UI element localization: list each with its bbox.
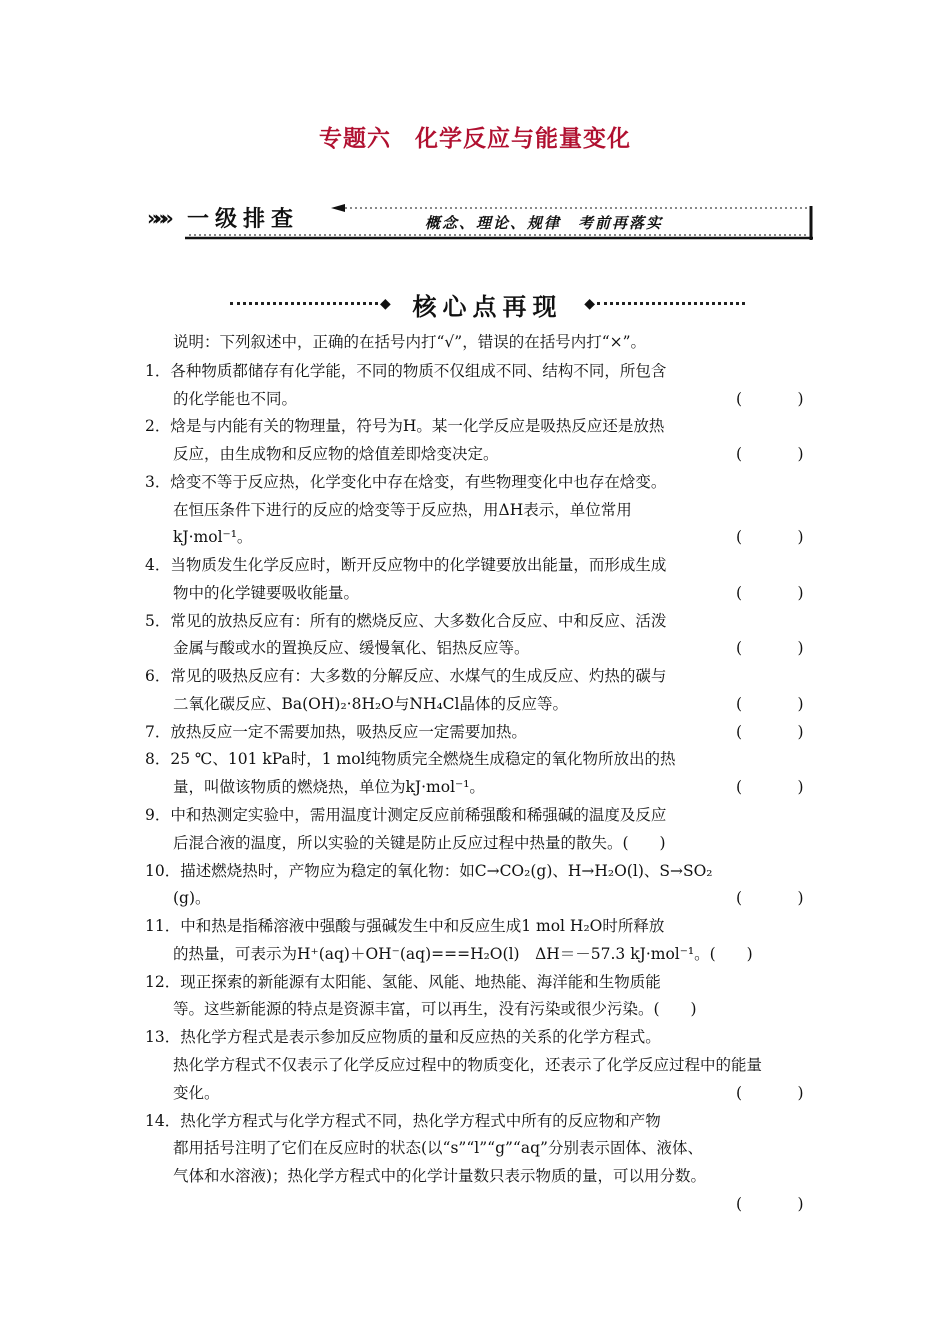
item-line: 11．中和热是指稀溶液中强酸与强碱发生中和反应生成1 mol H₂O时所释放 [145,917,665,935]
diamond-icon: ◆ [584,296,595,312]
item-line: 变化。 [173,1084,220,1102]
item-line: 金属与酸或水的置换反应、缓慢氧化、铝热反应等。 [173,639,530,657]
item-line: 4．当物质发生化学反应时，断开反应物中的化学键要放出能量，而形成生成 [145,556,667,574]
item-line: 反应，由生成物和反应物的焓值差即焓变决定。 [173,445,499,463]
answer-box[interactable]: ( ) [736,778,824,796]
dotted-rule-right [597,302,745,305]
item-line: 13．热化学方程式是表示参加反应物质的量和反应热的关系的化学方程式。 [145,1028,661,1046]
section-heading [230,287,745,321]
item-line: 10．描述燃烧热时，产物应为稳定的氧化物：如C→CO₂(g)、H→H₂O(l)、S→SO₂ [145,862,713,880]
answer-box[interactable]: ( ) [736,584,824,602]
item-line: (g)。 [173,889,211,907]
item-line: 12．现正探索的新能源有太阳能、氢能、风能、地热能、海洋能和生物质能 [145,973,661,991]
banner-subtitle: 概念、理论、规律 考前再落实 [425,214,664,232]
section-heading-text: 核心点再现 [412,293,563,321]
answer-box[interactable]: ( ) [736,1195,824,1213]
item-line: 都用括号注明了它们在反应时的状态(以“s”“l”“g”“aq”分别表示固体、液体、 [173,1139,703,1157]
item-line: 8．25 ℃、101 kPa时，1 mol纯物质完全燃烧生成稳定的氧化物所放出的热 [145,750,676,768]
item-line: 的化学能也不同。 [173,390,298,408]
item-line: 等。这些新能源的特点是资源丰富，可以再生，没有污染或很少污染。( ) [173,1000,697,1018]
answer-box[interactable]: ( ) [736,723,824,741]
item-line: 热化学方程式不仅表示了化学反应过程中的物质变化，还表示了化学反应过程中的能量 [173,1056,763,1074]
page-title: 专题六 化学反应与能量变化 [319,126,631,152]
instruction-text: 说明：下列叙述中，正确的在括号内打“√”，错误的在括号内打“×”。 [173,333,647,351]
item-line: kJ·mol⁻¹。 [173,528,253,546]
diamond-icon: ◆ [380,296,391,312]
banner-label: 一级排查 [187,207,300,232]
answer-box[interactable]: ( ) [736,528,824,546]
item-line: 7．放热反应一定不需要加热，吸热反应一定需要加热。 [145,723,527,741]
item-line: 3．焓变不等于反应热，化学变化中存在焓变，有些物理变化中也存在焓变。 [145,473,667,491]
item-line: 6．常见的吸热反应有：大多数的分解反应、水煤气的生成反应、灼热的碳与 [145,667,667,685]
item-line: 的热量，可表示为H⁺(aq)＋OH⁻(aq)===H₂O(l) ΔH＝－57.3 kJ·mol⁻¹。( ) [173,945,753,963]
item-line: 后混合液的温度，所以实验的关键是防止反应过程中热量的散失。( ) [173,834,666,852]
answer-box[interactable]: ( ) [736,889,824,907]
item-line: 在恒压条件下进行的反应的焓变等于反应热，用ΔH表示，单位常用 [173,501,632,519]
item-line: 二氧化碳反应、Ba(OH)₂·8H₂O与NH₄Cl晶体的反应等。 [173,695,569,713]
item-line: 气体和水溶液)；热化学方程式中的化学计量数只表示物质的量，可以用分数。 [173,1167,707,1185]
answer-box[interactable]: ( ) [736,1084,824,1102]
chevron-icon: »»» [147,206,168,230]
item-line: 9．中和热测定实验中，需用温度计测定反应前稀强酸和稀强碱的温度及反应 [145,806,667,824]
item-line: 1．各种物质都储存有化学能，不同的物质不仅组成不同、结构不同，所包含 [145,362,667,380]
section-banner [145,198,815,244]
answer-box[interactable]: ( ) [736,390,824,408]
item-line: 物中的化学键要吸收能量。 [173,584,360,602]
item-line: 量，叫做该物质的燃烧热，单位为kJ·mol⁻¹。 [173,778,485,796]
answer-box[interactable]: ( ) [736,695,824,713]
answer-box[interactable]: ( ) [736,445,824,463]
answer-box[interactable]: ( ) [736,639,824,657]
item-line: 5．常见的放热反应有：所有的燃烧反应、大多数化合反应、中和反应、活泼 [145,612,667,630]
item-line: 2．焓是与内能有关的物理量，符号为H。某一化学反应是吸热反应还是放热 [145,417,665,435]
item-line: 14．热化学方程式与化学方程式不同，热化学方程式中所有的反应物和产物 [145,1112,661,1130]
